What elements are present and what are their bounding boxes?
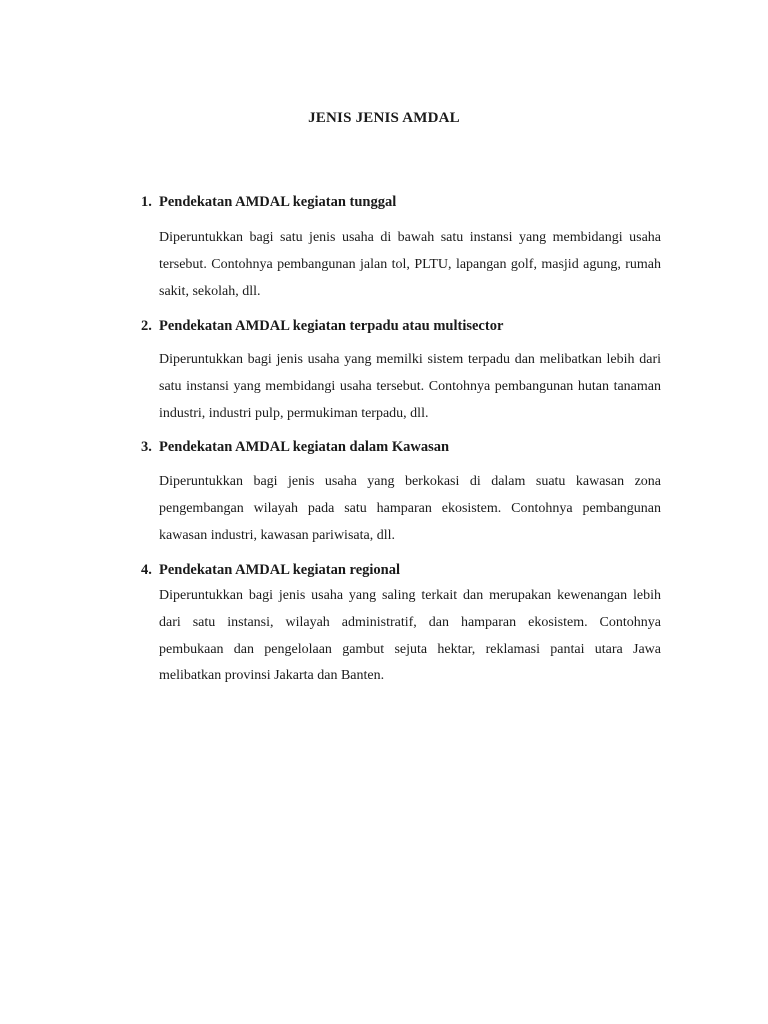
section-heading-text: Pendekatan AMDAL kegiatan terpadu atau multisector [159,318,504,334]
section-number: 2. [141,318,152,334]
section-heading [141,437,661,457]
section-1 [141,192,661,305]
section-heading-text: Pendekatan AMDAL kegiatan regional [159,562,401,578]
section-4 [141,560,661,690]
section-body: Diperuntukkan bagi jenis usaha yang saling terkait dan merupakan kewenangan lebih dari satu instansi, wilayah administratif, dan hamparan ekosistem. Contohnya pembukaan dan pengelolaan gambut sejuta hektar, reklamasi pantai utara Jawa melibatkan provinsi Jakarta dan Banten. [159,588,661,684]
page-title: JENIS JENIS AMDAL [308,110,460,126]
section-number: 4. [141,562,152,578]
section-body: Diperuntukkan bagi jenis usaha yang berkokasi di dalam suatu kawasan zona pengembangan wilayah pada satu hamparan ekosistem. Contohnya pembangunan kawasan industri, kawasan pariwisata, dll. [159,474,661,543]
section-3 [141,437,661,549]
section-body: Diperuntukkan bagi satu jenis usaha di bawah satu instansi yang membidangi usaha tersebut. Contohnya pembangunan jalan tol, PLTU, lapangan golf, masjid agung, rumah sakit, sekolah, dll. [159,230,661,299]
section-heading [141,316,661,336]
section-body: Diperuntukkan bagi jenis usaha yang memilki sistem terpadu dan melibatkan lebih dari satu instansi yang membidangi usaha tersebut. Contohnya pembangunan hutan tanaman industri, industri pulp, permukiman terpadu, dll. [159,352,661,421]
section-heading [141,560,661,580]
section-heading-text: Pendekatan AMDAL kegiatan dalam Kawasan [159,439,450,455]
section-heading [141,192,661,212]
section-number: 1. [141,194,152,210]
section-number: 3. [141,439,152,455]
section-heading-text: Pendekatan AMDAL kegiatan tunggal [159,194,397,210]
section-2 [141,316,661,427]
